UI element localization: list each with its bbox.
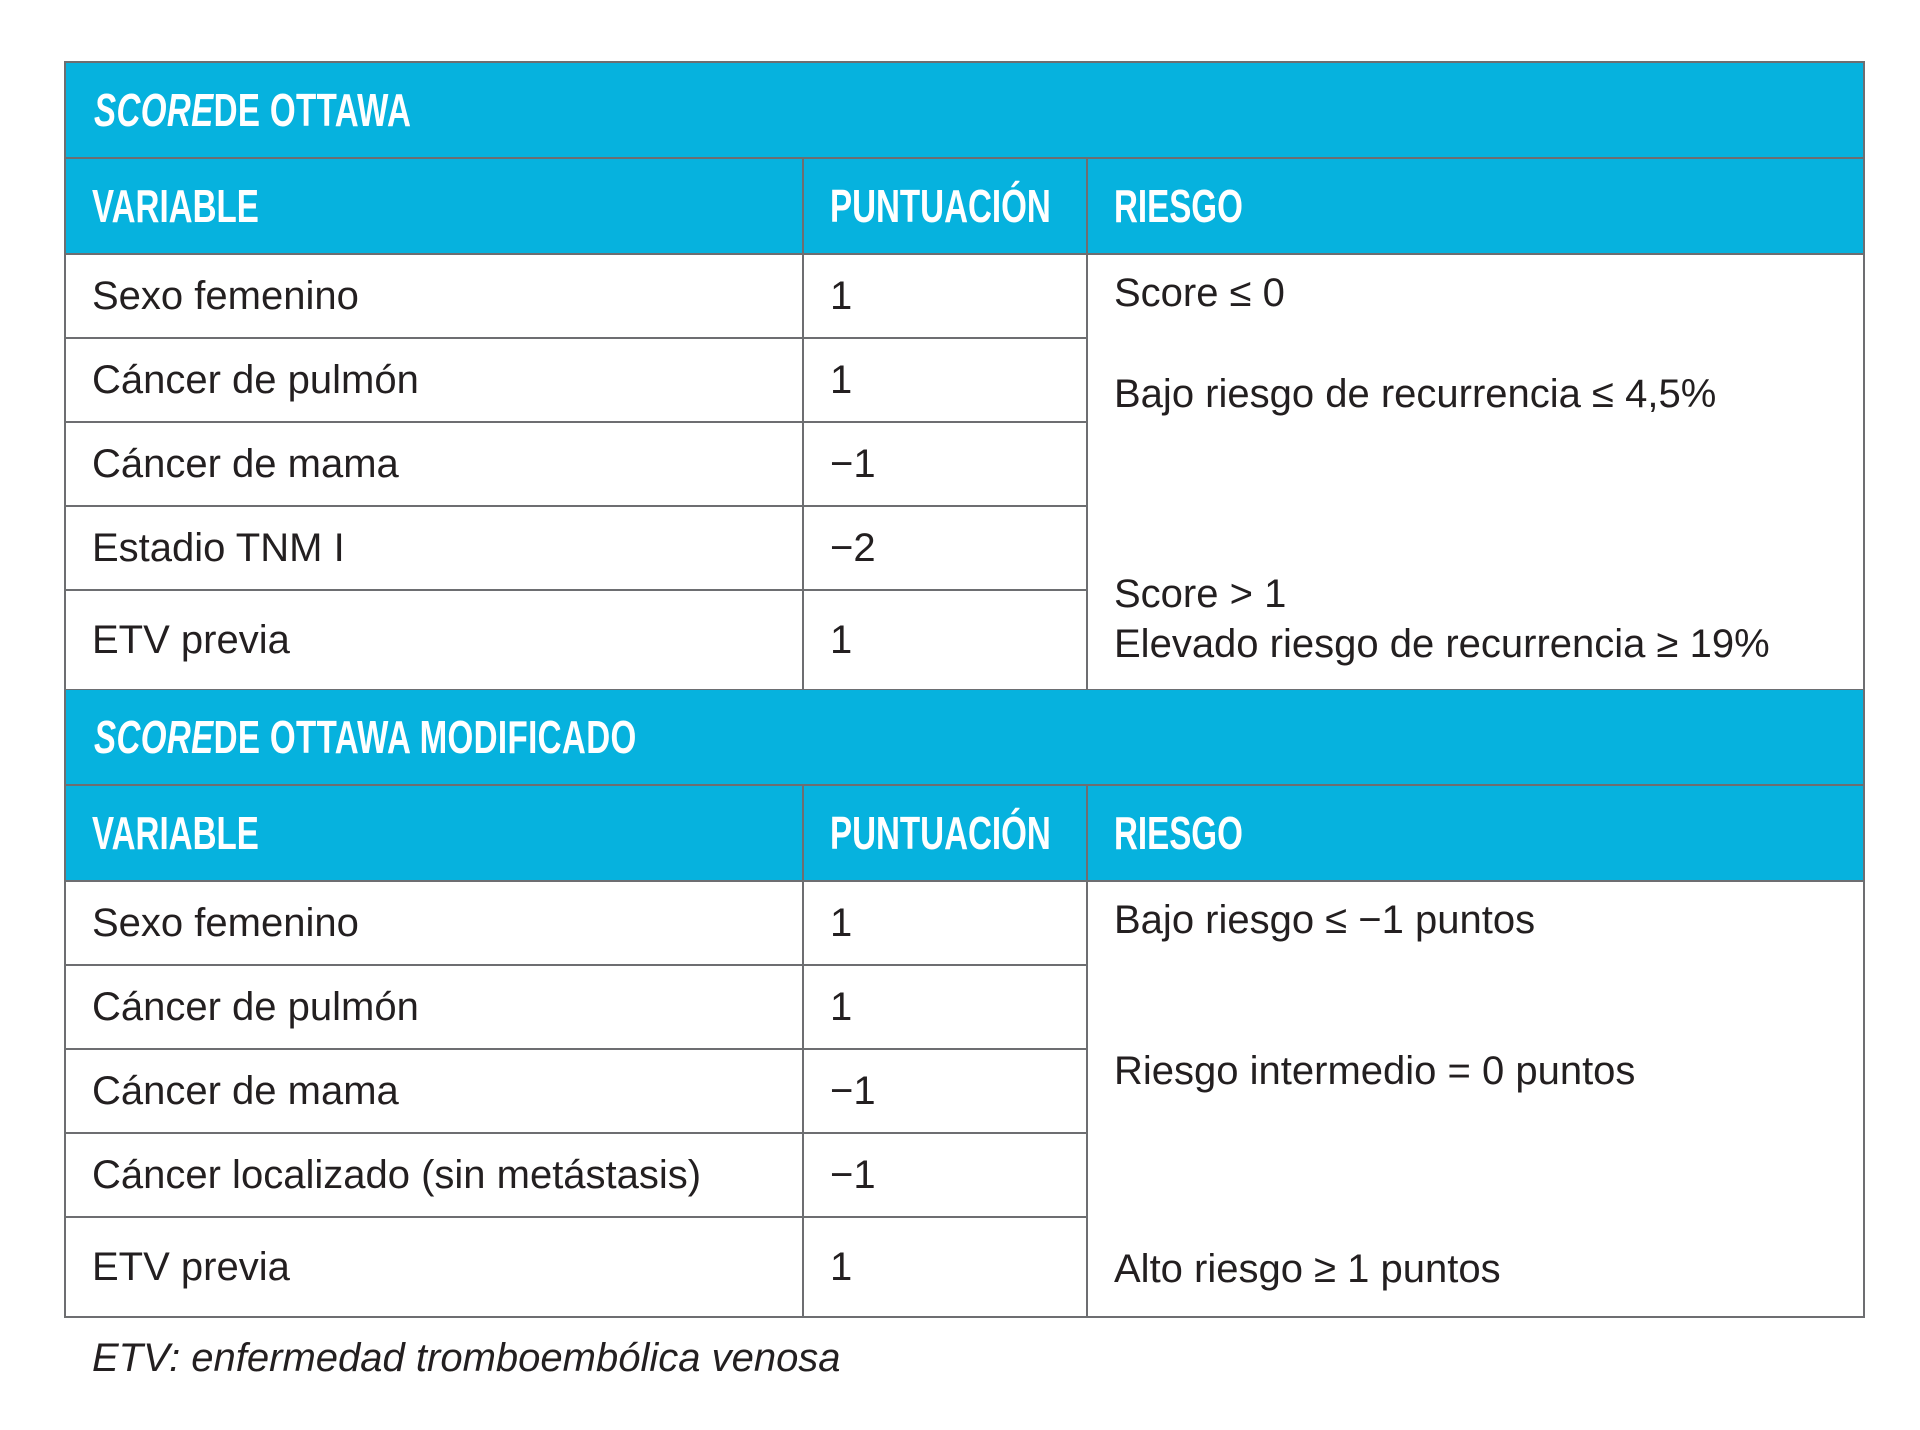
table-row-puntuacion: −1 <box>804 1050 1086 1134</box>
risk-text: Bajo riesgo de recurrencia ≤ 4,5% <box>1114 372 1717 416</box>
riesgo-cell <box>1088 882 1863 1316</box>
table-row-variable: ETV previa <box>92 1244 290 1289</box>
header-puntuacion: PUNTUACIÓN <box>804 786 1088 882</box>
table-row-puntuacion: 1 <box>830 617 853 662</box>
table-row-puntuacion: 1 <box>830 1244 853 1289</box>
title-rest: DE OTTAWA <box>213 84 412 136</box>
table-row-puntuacion: −1 <box>804 1134 1086 1218</box>
puntuacion-column <box>804 255 1088 689</box>
risk-text: Score ≤ 0 <box>1114 271 1285 315</box>
header-variable: VARIABLE <box>66 786 804 882</box>
table-row-puntuacion: 1 <box>804 339 1086 423</box>
title-italic: SCORE <box>94 84 214 136</box>
header-variable: VARIABLE <box>66 159 804 255</box>
header-riesgo: RIESGO <box>1088 159 1863 255</box>
risk-text: Alto riesgo ≥ 1 puntos <box>1114 1247 1501 1291</box>
table-row-variable: Cáncer de mama <box>66 1050 802 1134</box>
table-title <box>66 63 1863 159</box>
title-rest: DE OTTAWA MODIFICADO <box>213 711 637 763</box>
table-row-variable: Cáncer de pulmón <box>66 966 802 1050</box>
table-row-variable: Cáncer localizado (sin metástasis) <box>66 1134 802 1218</box>
puntuacion-column <box>804 882 1088 1316</box>
risk-text: Bajo riesgo ≤ −1 puntos <box>1114 898 1536 942</box>
ottawa-score-table <box>64 61 1865 691</box>
risk-text: Elevado riesgo de recurrencia ≥ 19% <box>1114 622 1770 666</box>
table-row-puntuacion: 1 <box>804 255 1086 339</box>
table-row-variable: Sexo femenino <box>66 882 802 966</box>
header-riesgo: RIESGO <box>1088 786 1863 882</box>
footnote: ETV: enfermedad tromboembólica venosa <box>92 1336 841 1380</box>
table-row-variable: Cáncer de pulmón <box>66 339 802 423</box>
variable-column <box>66 882 804 1316</box>
table-row-variable: Estadio TNM I <box>66 507 802 591</box>
table-row-puntuacion: 1 <box>804 882 1086 966</box>
table-row-puntuacion: −1 <box>804 423 1086 507</box>
risk-text: Score > 1 <box>1114 572 1287 616</box>
title-italic: SCORE <box>94 711 214 763</box>
table-row-variable: Cáncer de mama <box>66 423 802 507</box>
riesgo-cell <box>1088 255 1863 689</box>
variable-column <box>66 255 804 689</box>
header-puntuacion: PUNTUACIÓN <box>804 159 1088 255</box>
table-row-puntuacion: −2 <box>804 507 1086 591</box>
risk-text: Riesgo intermedio = 0 puntos <box>1114 1049 1636 1093</box>
table-row-variable: ETV previa <box>92 617 290 662</box>
table-title <box>66 690 1863 786</box>
table-row-puntuacion: 1 <box>804 966 1086 1050</box>
ottawa-modified-score-table <box>64 690 1865 1318</box>
table-row-variable: Sexo femenino <box>66 255 802 339</box>
